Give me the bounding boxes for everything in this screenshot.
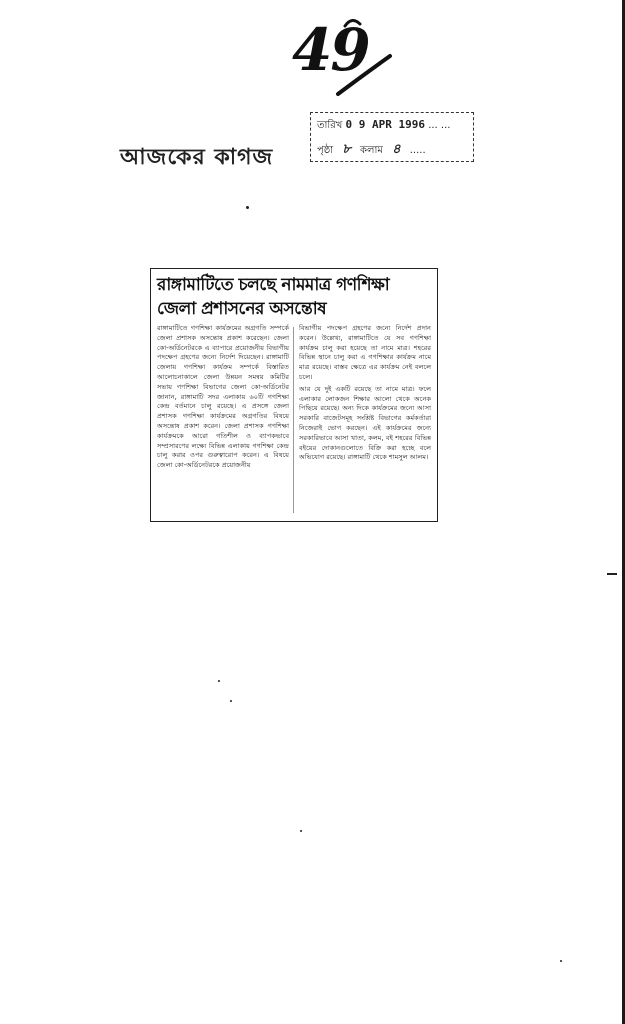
stamp-date-value: 0 9 APR 1996: [345, 118, 426, 131]
scan-speck: [560, 960, 562, 962]
headline-sub: জেলা প্রশাসনের অসন্তোষ: [157, 299, 327, 319]
stamp-page-row: [317, 140, 426, 161]
stamp-date-label: তারিখ: [317, 120, 343, 131]
scan-speck: [300, 830, 302, 832]
headline-main: রাঙ্গামাটিতে চলছে নামমাত্র গণশিক্ষা: [157, 275, 390, 295]
right-column-paragraph: বিভাগীয় পদক্ষেপ গ্রহণের জন্যে নির্দেশ প্রদান করেন। উল্লেখ্য, রাঙ্গামাটিতে যে সব গণশিক্ষা কার্যক্রম চালু করা হয়েছে তা নামে মাত্র। শহরের বিভিন্ন স্থানে চালু করা এ গণশিক্ষার কার্যক্রম নামে মাত্র রয়েছে। বাস্তব ক্ষেত্রে এর কার্যক্রম নেই বললে চলে।: [299, 324, 431, 381]
stamp-date-trail: ... ...: [428, 120, 451, 131]
stamp-column-trail: .....: [409, 145, 426, 156]
article-left-column: [157, 324, 289, 516]
scan-speck: [218, 680, 220, 682]
left-column-paragraph: রাঙ্গামাটিতে গণশিক্ষা কার্যক্রমের অগ্রগতি সম্পর্কে জেলা প্রশাসক অসন্তোষ প্রকাশ করেছেন। জেলা কো-অর্ডিনেটরকে এ ব্যাপারে প্রয়োজনীয় বিভাগীয় পদক্ষেপ গ্রহণের জন্যে নির্দেশ দিয়েছেন। রাঙ্গামাটি জেলায় গণশিক্ষা কার্যক্রম সম্পর্কে বিস্তারিত আলোচনাকালে জেলা উন্নয়ন সমন্বয় কমিটির সভায় গণশিক্ষা বিভাগের জেলা কো-অর্ডিনেটর জানান, রাঙ্গামাটি সদর এলাকায় ৬০টি গণশিক্ষা কেন্দ্র বর্তমানে চালু রয়েছে। এ প্রসঙ্গে জেলা প্রশাসক গণশিক্ষা কার্যক্রমের অগ্রগতির বিষয়ে অসন্তোষ প্রকাশ করেন। জেলা প্রশাসক গণশিক্ষা কার্যক্রমকে আরো গতিশীল ও ব্যাপকভাবে সম্প্রসারণের লক্ষ্যে বিভিন্ন এলাকায় গণশিক্ষা কেন্দ্র চালু করার ওপর গুরুত্বারোপ করেন। এ বিষয়ে জেলা কো-অর্ডিনেটরকে প্রয়োজনীয়: [157, 324, 289, 470]
stamp-column-value: ৪: [392, 142, 401, 157]
stamp-page-label: পৃষ্ঠা: [317, 145, 334, 156]
stamp-date-row: [317, 118, 450, 135]
handwritten-strike-mark: [290, 16, 400, 116]
stamp-page-value: ৮: [342, 142, 351, 157]
newspaper-masthead: আজকের কাগজ: [120, 145, 274, 170]
stamp-column-label: কলাম: [360, 145, 383, 156]
scan-speck: [246, 206, 249, 209]
date-stamp: [310, 112, 474, 162]
handwritten-number-text: 49: [292, 16, 369, 84]
handwritten-page-number: [290, 16, 400, 116]
column-divider: [293, 327, 294, 513]
right-column-paragraph: আর যে দুই একটি রয়েছে তা নামে মাত্র। ফলে এলাকার লোকজন শিক্ষার আলো থেকে অনেক পিছিয়ে রয়েছে। অন্য দিকে কার্যক্রমের জন্যে আসা সরকারি বাজেটসমূহ সংশ্লিষ্ট বিভাগের কর্মকর্তারা নিজেরাই ভোগ করছেন। এই কার্যক্রমের জন্যে সরকারিভাবে আসা খাতা, কলম, বই শহরের বিভিন্ন বইয়ের দোকানগুলোতে বিক্রি করা হচ্ছে বলে অভিযোগ রয়েছে। রাঙ্গামাটি থেকে শামসুল আলম।: [299, 384, 431, 462]
scan-speck: [230, 700, 232, 702]
news-clipping: [150, 268, 438, 522]
article-right-column: [299, 324, 431, 516]
scan-speck: [607, 573, 617, 575]
